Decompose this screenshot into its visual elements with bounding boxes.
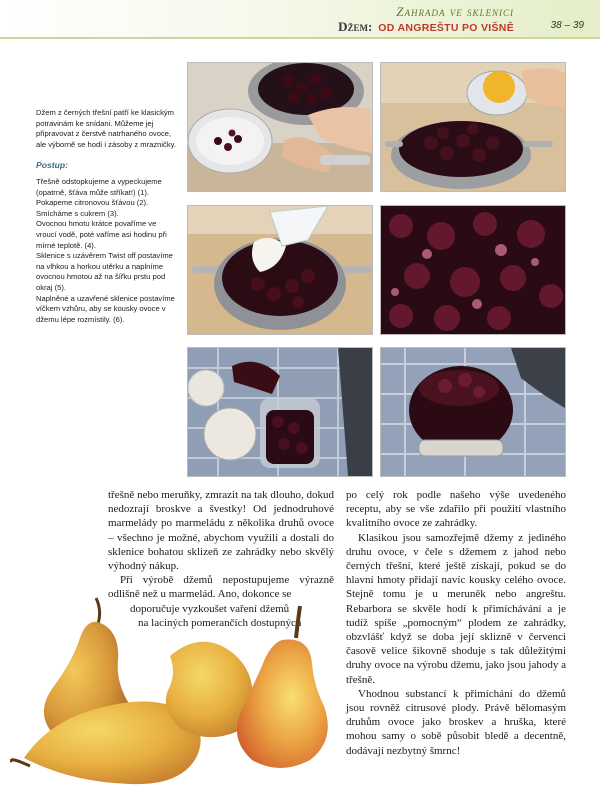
step-2: Pokapeme citronovou šťávou (2). [36, 198, 149, 208]
step-6: Naplněné a uzavřené sklenice postavíme víčkem vzhůru, aby se kousky ovoce v džemu lépe rozmístily. (6). [36, 293, 175, 324]
pears-photo [0, 590, 340, 805]
recipe-sidebar [36, 108, 176, 325]
body-paragraph: třešně nebo meruňky, zmrazit na tak dlouho, dokud nedozrají broskve a švestky! Od jednodruhové marmelády po marmeládu z několika druhů ovoce – všechno je možné, abychom využili a dostali do sklenice bohatou sklizeň ze zahrádky nebo skvělý výhodný nákup. [108, 489, 334, 573]
photo-4-boiling [380, 205, 566, 335]
step-1: Třešně odstopkujeme a vypeckujeme (opatrně, šťáva může stříkat!) (1). [36, 176, 162, 197]
photo-3-sugar [187, 205, 373, 335]
step-5: Sklenice s uzávěrem Twist off postavíme na vlhkou a horkou utěrku a naplníme ovocnou hmotou až na šířku prstu pod okraj (5). [36, 251, 173, 292]
page-numbers: 38 – 39 [550, 20, 584, 31]
body-paragraph: Klasikou jsou samozřejmě džemy z jediného druhu ovoce, v čele s džemem z jahod nebo černých třešní, které ještě získají, pokud se do hlavní hmoty přidají navíc kousky celého ovoce. Stejně tomu je u meruněk nebo angreštu. Rebarbora se skvěle hodí k přimíchávání a je tudíž spíše „pomocným“ plodem ze zahrádky, obzvlášť když se doba její sklizně v červenci časově velice šikovně shoduje s tak důležitými druhy ovoce na výrobu džemu, jako jsou jahody a třešně. [346, 531, 566, 686]
photo-6-inverted-jar [380, 347, 566, 477]
step-3: Smícháme s cukrem (3). [36, 208, 119, 218]
photo-5-filling [187, 347, 373, 477]
body-column-2 [346, 488, 566, 758]
body-paragraph: doporučuje vyzkoušet vaření džemů [130, 602, 290, 615]
body-paragraph: po celý rok podle našeho výše uvedeného receptu, aby se vše zdařilo při použití vlastního kvalitního ovoce ze zahrádky. [346, 489, 566, 530]
photo-2-lemon [380, 62, 566, 192]
chapter-subtitle: OD ANGREŠTU PO VIŠNĚ [378, 22, 514, 34]
chapter-label: Džem: [338, 19, 373, 34]
body-paragraph: Vhodnou substancí k přimíchání do džemů jsou rovněž citrusové plody. Právě bělomasým druhům ovoce jako broskev a hruška, které mohou samy o sobě působit bledě a decentně, dodávají nezbytný šmrnc! [346, 687, 566, 757]
page-header [0, 0, 600, 37]
method-heading: Postup: [36, 160, 68, 171]
header-rule [0, 37, 600, 39]
photo-1-pitting [187, 62, 373, 192]
step-4: Ovocnou hmotu krátce povaříme ve vroucí vodě, poté vaříme asi hodinu při mírné teplotě. (4). [36, 219, 167, 250]
intro-text: Džem z černých třešní patří ke klasickým potravinám ke snídani. Můžeme jej připravovat z čerstvě natrhaného ovoce, ale výborně se hodí i zásoby z mrazničky. [36, 108, 176, 149]
series-title: Zahrada ve sklenici [396, 4, 514, 19]
chapter-title [338, 19, 514, 35]
body-paragraph: Při výrobě džemů nepostupujeme výrazně odlišně než u marmelád. Ano, dokonce se [108, 574, 334, 601]
body-paragraph: na laciných pomerančích dostupných [138, 616, 302, 629]
